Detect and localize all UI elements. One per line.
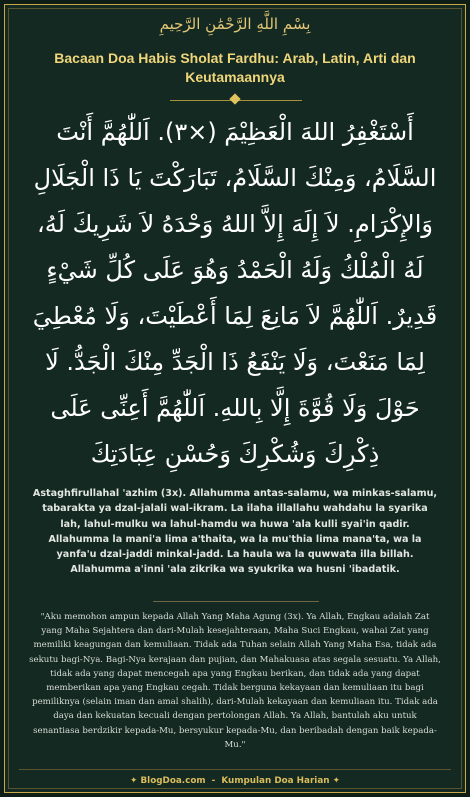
star-ornament-icon: ✦ [130,776,138,786]
bismillah-text: بِسْمِ اللَّهِ الرَّحْمَٰنِ الرَّحِيمِ [159,15,311,33]
doa-arabic-text: أَسْتَغْفِرُ اللهَ الْعَظِيْمَ (×٣). اَللّٰهُمَّ أَنْتَ السَّلَامُ، وَمِنْكَ السَّلَامُ، تَبَارَكْتَ يَا ذَا الْجَلَالِ وَالإِكْرَامِ. لاَ إِلَهَ إِلاَّ اللهُ وَحْدَهُ لاَ شَرِيكَ لَهُ، لَهُ الْمُلْكُ وَلَهُ الْحَمْدُ وَهُوَ عَلَى كُلِّ شَيْءٍ قَدِيرٌ. اَللّٰهُمَّ لاَ مَانِعَ لِمَا أَعْطَيْتَ، وَلَا مُعْطِيَ لِمَا مَنَعْتَ، وَلَا يَنْفَعُ ذَا الْجَدِّ مِنْكَ الْجَدُّ. لَا حَوْلَ وَلَا قُوَّةَ إِلَّا بِاللهِ. اَللّٰهُمَّ أَعِنِّى عَلَى ذِكْرِكَ وَشُكْرِكَ وَحُسْنِ عِبَادَتِكَ [32,118,438,468]
footer-tagline: Kumpulan Doa Harian [221,776,330,786]
title-divider [170,100,302,101]
footer-divider [19,769,451,770]
footer-separator: - [211,776,216,786]
doa-card [4,4,466,793]
doa-translation-text: "Aku memohon ampun kepada Allah Yang Maha Agung (3x). Ya Allah, Engkau adalah Zat yang Maha Sejahtera dan dari-Mulah kesejahteraan, Maha Suci Engkau, wahai Zat yang memiliki keagungan dan kemuliaan. Tidak ada Tuhan selain Allah Yang Maha Esa, tidak ada sekutu bagi-Nya. Bagi-Nya kerajaan dan pujian, dan Mahakuasa atas segala sesuatu. Ya Allah, tidak ada yang dapat mencegah apa yang Engkau berikan, dan tidak ada yang dapat memberikan apa yang Engkau cegah. Tidak berguna kekayaan dan kemuliaan itu bagi pemiliknya (selain iman dan amal shalih), dari-Mulah kekayaan dan kemuliaan itu. Tidak ada daya dan kekuatan kecuali dengan pertolongan Allah. Ya Allah, bantulah aku untuk senantiasa berdzikir kepada-Mu, bersyukur kepada-Mu, dan beribadah dengan baik kepada-Mu." [29,612,441,750]
star-ornament-icon: ✦ [332,776,340,786]
page-title: Bacaan Doa Habis Sholat Fardhu: Arab, Latin, Arti dan Keutamaannya [54,50,416,85]
footer [5,776,465,786]
doa-latin-text: Astaghfirullahal 'azhim (3x). Allahumma antas-salamu, wa minkas-salamu, tabarakta ya dzal-jalali wal-ikram. La ilaha illallahu wahdahu la syarika lah, lahul-mulku wa lahul-hamdu wa huwa 'ala kulli syai'in qadir. Allahumma la mani'a lima a'thaita, wa la mu'thia lima mana'ta, wa la yanfa'u dzal-jaddi minkal-jadd. La haula wa la quwwata illa billah. Allahumma a'inni 'ala zikrika wa syukrika wa husni 'ibadatik. [32,488,438,576]
footer-site-link[interactable]: BlogDoa.com [140,776,206,786]
section-divider [153,601,319,602]
